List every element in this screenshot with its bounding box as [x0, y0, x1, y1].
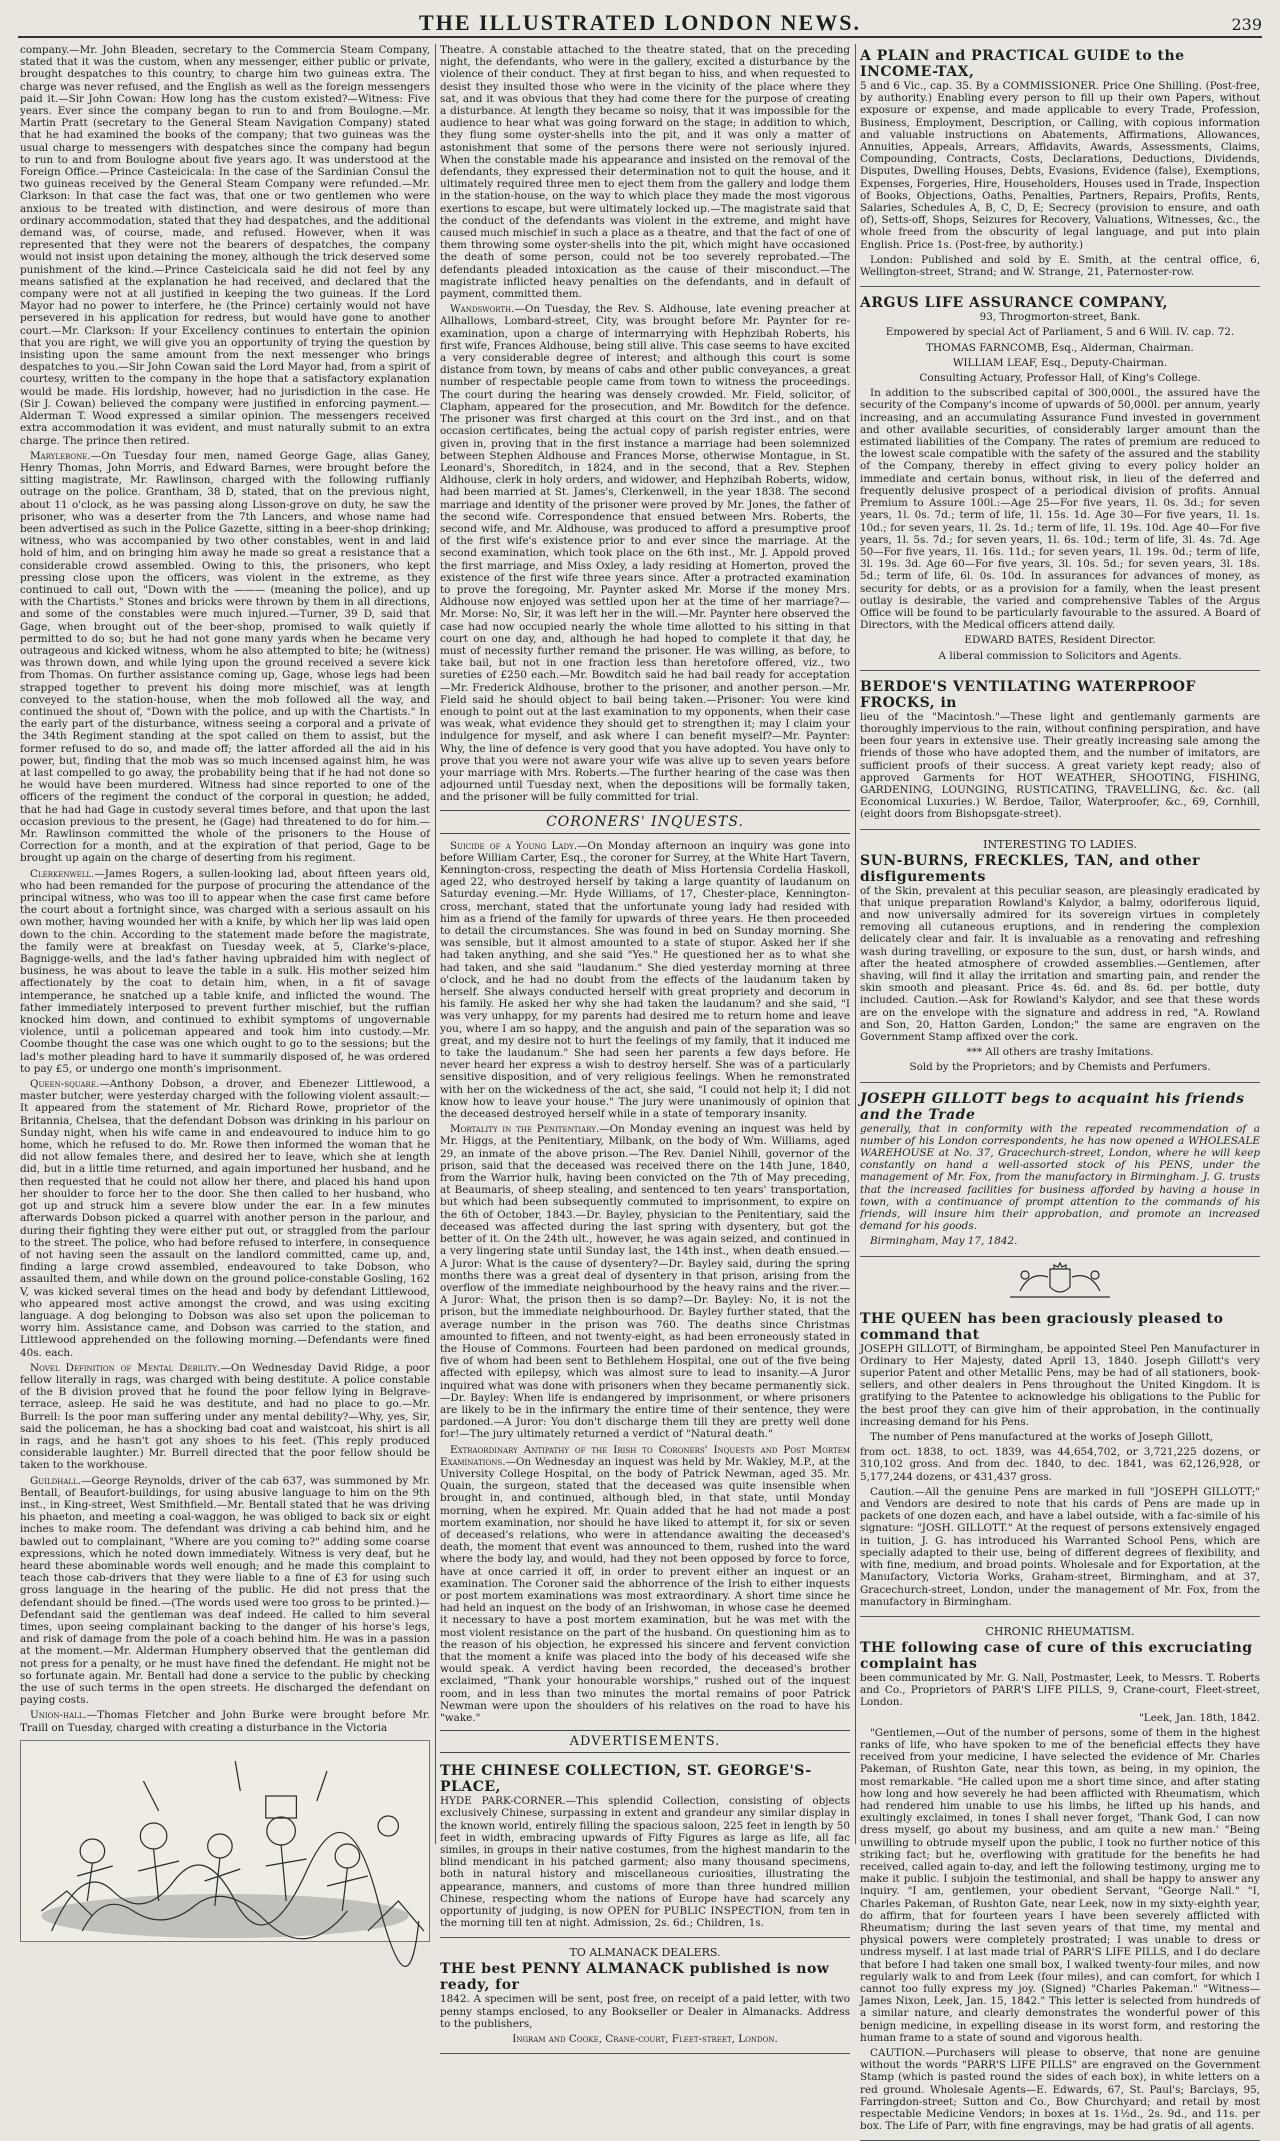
inquest-heading: Suicide of a Young Lady.	[450, 839, 578, 852]
advert-title: A PLAIN and PRACTICAL GUIDE to the INCOME-TAX,	[860, 48, 1185, 80]
column-rule-1	[435, 44, 436, 1844]
advert-title: THE CHINESE COLLECTION, ST. GEORGE'S-PLACE,	[440, 1763, 812, 1796]
inquest-suicide-young-lady	[440, 840, 850, 1121]
advert-signature: Ingram and Cooke, Crane-court, Fleet-street, London.	[512, 2033, 778, 2046]
column-middle	[440, 44, 850, 2046]
report-body: —George Reynolds, driver of the cab 637, was summoned by Mr. Bentall, of Beaufort-buildings, for using abusive language to him on the 9th inst., in King-street, West Smithfield.—Mr. Bentall stated that he was driving his phaeton, and meeting a coal-waggon, he was obliged to back six or eight inches to make room. The defendant was driving a cab behind him, and he bawled out to complainant, "Where are you coming to?" adding some coarse expressions, which he noted down immediately. Witness is very deaf, but he heard these abominable words well enough; and he made this complaint to teach those cab-drivers that they were liable to a fine of £3 for using such gross language in the hearing of the public. He did not press that the defendant should be fined.—(The words used were too gross to be printed.)—Defendant said the gentleman was deaf indeed. He called to him several times, upon seeing complainant backing to the danger of his horse's legs, and risk of damage from the pole of a coach behind him. He was in a passion at the moment.—Mr. Alderman Humphery observed that the gentleman did not press for a penalty, or he must have fined the defendant. He might not be so fortunate again. Mr. Bentall had done a service to the public by checking the use of such terms in the open streets. He discharged the defendant on paying costs.	[20, 1474, 430, 1707]
advert-text: lieu of the "Macintosh."—These light and gentlemanly garments are thoroughly impervious to the rain, without confining perspiration, and have been four years in extensive use. Their greatly increasing sale among the friends of those who have adopted them, and the number of imitators, are sufficient proofs of their success. A great variety kept ready; also of approved Garments for HOT WEATHER, SHOOTING, FISHING, GARDENING, LOUNGING, RUSTICATING, TRAVELLING, &c. &c. (all Economical Luxuries.) W. Berdoe, Tailor, Waterproofer, &c., 69, Cornhill, (eight doors from Bishopsgate-street).	[860, 710, 1260, 821]
advert-letter: "Gentlemen,—Out of the number of persons, some of them in the highest ranks of life, who have spoken to me of the beneficial effects they have received from your medicine, I have selected the evidence of Mr. Charles Pakeman, of Rushton Gate, near this town, as being, in my opinion, the most remarkable. "He called upon me a short time since, and after stating how long and how severely he had been afflicted with Rheumatism, which had rendered him unable to use his limbs, he lifted up his hands, and exultingly exclaimed, in tones I shall never forget, 'Thank God, I can now dress myself, go about my business, and am quite a new man.' "Being unwilling to obtrude myself upon the public, I took no further notice of this striking fact; but he, overflowing with gratitude for the benefits he had received, called again to-day, and left the following testimony, urging me to make it public. I subjoin the testimonial, and shall be happy to answer any inquiry. "I am, gentlemen, your obedient Servant, "George Nall." "I, Charles Pakeman, of Rushton Gate, near Leek, now in my sixty-eighth year, do affirm, that for fourteen years I have been severely afflicted with Rheumatism; during the last seven years of that time, my mental and physical powers were completely prostrated; I was unable to dress or undress myself. I at last made trial of PARR'S LIFE PILLS, and I do declare that before I had taken one small box, I walked twenty-four miles, and now regularly walk to and from Leek (four miles), and can comfort, for which I cannot too fully express my joy. (Signed) "Charles Pakeman." "Witness—James Nixon, Leek, Jan. 15, 1842." This letter is selected from hundreds of a similar nature, and clearly demonstrates the wonderful power of this benign medicine, in expelling disease in its worst form, and restoring the human frame to a state of sound and vigorous health.	[860, 1726, 1260, 2044]
advert-title: JOSEPH GILLOTT begs to acquaint his friends and the Trade	[860, 1090, 1245, 1123]
inquest-body: —On Monday afternoon an inquiry was gone into before William Carter, Esq., the coroner for Surrey, at the White Hart Tavern, Kennington-cross, respecting the death of Miss Hortensia Cordelia Haskoll, aged 22, who destroyed herself by taking a large quantity of laudanum on Saturday evening.—Mr. Hyde Williams, of 17, Chester-place, Kennington-cross, merchant, stated that the unfortunate young lady had resided with him as a friend of the family for upwards of three years. He then proceeded to detail the circumstances. She was found in bed on Sunday morning. She was sensible, but it almost amounted to a state of stupor. Asked her if she had taken anything, and she said "Yes." He questioned her as to what she had taken, and she said "laudanum." She died yesterday morning at three o'clock, and he had no doubt from the effects of the laudanum taken by herself. She always conducted herself with great propriety and decorum in his family. He asked her why she had taken the laudanum? and she said, "I was very unhappy, for my parents had desired me to return home and leave you, where I am so happy, and the anguish and pain of the separation was so great, and my desire not to hurt the feelings of my family, that it induced me to take the laudanum." She had seen her parents a few days before. He never heard her express a wish to destroy herself. She was of a particularly sensitive disposition, and of very religious feelings. When he remonstrated with her on the wickedness of the act, she said, "I could not help it; I did not know how to leave your house." The jury were unanimously of opinion that the deceased destroyed herself while in a state of temporary insanity.	[440, 839, 850, 1121]
advert-heading: TO ALMANACK DEALERS.	[569, 1946, 721, 1960]
advert-text: 5 and 6 Vic., cap. 35. By a COMMISSIONER. Price One Shilling. (Post-free, by authority.) Enabling every person to fill up their own Papers, without exposure or expense, and made applicable to every Trade, Profession, Business, Employment, Description, or Calling, with copious information and valuable instructions on Abatements, Affirmations, Allowances, Annuities, Appeals, Arrears, Affidavits, Awards, Assessments, Claims, Compounding, Contracts, Costs, Declarations, Deductions, Dividends, Disputes, Dwelling Houses, Debts, Evasions, Evidence (false), Exemptions, Expenses, Forgeries, Hire, Householders, Houses used in Trade, Inspection of Books, Objections, Oaths, Penalties, Partners, Repairs, Profits, Rents, Salaries, Schedules A, B, C, D, E; Secrecy (provision to ensure, and oath of), Setts-off, Shops, Seizures for Recovery, Valuations, Witnesses, &c., the whole freed from the obscurity of legal language, and put into plain English. Price 1s. (Post-free, by authority.)	[860, 80, 1260, 251]
report-heading: Queen-square.	[30, 1078, 100, 1091]
advert-title: ARGUS LIFE ASSURANCE COMPANY,	[860, 295, 1169, 312]
inquest-heading: Extraordinary Antipathy of the Irish to Coroners' Inquests and Post Mortem Examinations.	[440, 1443, 850, 1468]
article-paragraph: Theatre. A constable attached to the theatre stated, that on the preceding night, the defendants, who were in the gallery, excited a disturbance by the violence of their conduct. They at first began to hiss, and when requested to desist they insulted those who were in the vicinity of the place where they sat, and it was obvious that they had come there for the purpose of creating a disturbance. At length they became so noisy, that it was impossible for the audience to hear what was going forward on the stage; in addition to which, they flung some oyster-shells into the pit, and it was only a matter of astonishment that some of the persons there were not seriously injured. When the constable made his appearance and insisted on the removal of the defendants, they expressed their determination not to quit the house, and it ultimately required three men to eject them from the gallery and lodge them in the station-house, on the way to which place they made the most vigorous exertions to escape, but were ultimately locked up.—The magistrate said that the conduct of the defendants was violent in the extreme, and might have caused much mischief in such a place as a theatre, and that the fact of one of them throwing some oyster-shells into the pit, which might have occasioned the death of some person, could not be too severely reprobated.—The defendants pleaded intoxication as the cause of their misconduct.—The magistrate inflicted heavy penalties on the defendants, and in default of payment, committed them.	[440, 44, 850, 301]
police-report-marylebone	[20, 450, 430, 865]
advert-text: been communicated by Mr. G. Nall, Postmaster, Leek, to Messrs. T. Roberts and Co., Proprietors of PARR'S LIFE PILLS, 9, Crane-court, Fleet-street, London.	[860, 1671, 1260, 1709]
advert-berdoe-frocks	[860, 675, 1260, 830]
advert-chinese-collection	[440, 1759, 850, 1938]
police-report-queen-square	[20, 1078, 430, 1359]
column-right	[860, 44, 1260, 2133]
inquest-irish-antipathy	[440, 1444, 850, 1725]
section-heading-advertisements: ADVERTISEMENTS.	[440, 1730, 850, 1753]
inquest-body: —On Wednesday an inquest was held by Mr. Wakley, M.P., at the University College Hospital, on the body of Patrick Newman, aged 35. Mr. Quain, the surgeon, stated that the deceased was quite insensible when brought in, and continued, although bled, in that state, until Monday morning, when he expired. Mr. Quain added that he had not made a post mortem examination, nor should he have liked to attempt it, for six or seven of deceased's relations, who were in attendance awaiting the deceased's death, the moment that event was announced to them, rushed into the ward where the body lay, and would, had they not been opposed by force to force, have at once carried it off, in order to prevent either an inquest or an examination. The Coroner said the abhorrence of the Irish to either inquests or post mortem examinations was most extraordinary. A short time since he had held an inquest on the body of an Irishwoman, in whose case he deemed it necessary to have a post mortem examination, but he was met with the most violent resistance on the part of the husband. On questioning him as to the reason of his objection, he expressed his sincere and fervent conviction that the moment a knife was placed into the body of his deceased wife she would speak. A verdict having been recorded, the deceased's brother exclaimed, "Thank your honourable worships," rushed out of the inquest room, and in less than two minutes the mortal remains of poor Patrick Newman were upon the shoulders of his relatives on the road to have his "wake."	[440, 1455, 850, 1725]
advert-letter-date: "Leek, Jan. 18th, 1842.	[1139, 1711, 1260, 1724]
advert-gillott-warehouse	[860, 1087, 1260, 1257]
column-rule-2	[855, 44, 856, 1844]
report-body: —On Tuesday four men, named George Gage, alias Ganey, Henry Thomas, John Morris, and Edward Barnes, were brought before the sitting magistrate, Mr. Rawlinson, charged with the following ruffianly outrage on the police. Grantham, 38 D, stated, that on the previous night, about 11 o'clock, as he was passing along Lisson-grove on duty, he saw the prisoner, who was a deserter from the 7th Lancers, and whose name had been advertised as such in the Police Gazette, sitting in a beer-shop drinking; witness, who was accompanied by two other constables, went in and laid hold of him, and on bringing him away he made so great a resistance that a considerable crowd assembled. Owing to this, the prisoners, who kept pressing close upon the officers, was violent in the extreme, as they continued to call out, "Down with the ——— (meaning the police), and up with the Chartists." Stones and bricks were thrown by them in all directions, and some of the constables were much injured.—Turner, 39 D, said that Gage, when brought out of the beer-shop, promised to walk quietly if permitted to do so; but he had not gone many yards when he became very outrageous and kicked witness, whom he also attempted to bite; he (witness) was thrown down, and while lying upon the ground received a severe kick from Thomas. On further assistance coming up, Gage, whose legs had been strapped together to prevent his doing more mischief, was at length conveyed to the station-house, when the mob followed all the way, and continued the shout of, "Down with the police, and up with the Chartists." In the early part of the disturbance, witness seeing a corporal and a private of the 34th Regiment standing at the spot called on them to assist, but the former refused to do so, and made off; the latter afforded all the aid in his power, but, finding that the mob was so much incensed against him, he was at last compelled to go away, the probability being that if he had not done so he would have been murdered. Witness had since reported to one of the officers of the regiment the conduct of the corporal in question; he added, that he had had Gage in custody several times before, and that upon the last occasion previous to the present, he (Gage) had threatened to do for him.—Mr. Rawlinson committed the whole of the prisoners to the House of Correction for a month, and at the expiration of that period, Gage to be brought up again on the charge of deserting from his regiment.	[20, 449, 430, 865]
advert-argus-life	[860, 291, 1260, 670]
report-heading: Guildhall.	[30, 1474, 81, 1487]
police-report-guildhall	[20, 1475, 430, 1707]
advert-date: Birmingham, May 17, 1842.	[870, 1235, 1018, 1248]
advert-note: *** All others are trashy Imitations.	[966, 1046, 1154, 1059]
report-body: —Anthony Dobson, a drover, and Ebenezer Littlewood, a master butcher, were yesterday charged with the following violent assault:—It appeared from the statement of Mr. Richard Rowe, proprietor of the Britannia, Chelsea, that the defendant Dobson was drinking in his parlour on Sunday night, when his wife came in and endeavoured to induce him to go home, which he refused to do. Mr. Rowe then informed the woman that he did not allow females there, and desired her to leave, which she at length did, but in a little time returned, and again importuned her husband, and he then requested that he could not allow her there, and placed his hand upon her shoulder to force her to the door. She then called to her husband, who got up and struck him a severe blow under the ear. In a few minutes afterwards Dobson picked a quarrel with another person in the parlour, and during their fighting they were either put out, or straggled from the parlour to the street. The police, who had before refused to interfere, in consequence of not having seen the assault on the landlord committed, came up, and, finding a large crowd assembled, endeavoured to take Dobson, who assaulted them, and while down on the ground police-constable Gosling, 162 V, was kicked several times on the head and body by defendant Littlewood, who appeared most active amongst the crowd, and was using exciting language. A dog belonging to Dobson was also set upon the policeman to worry him. Assistance came, and Dobson was carried to the station, and Littlewood apprehended on the following morning.—Defendants were fined 40s. each.	[20, 1078, 430, 1359]
advert-title: THE QUEEN has been graciously pleased to command that	[860, 1310, 1224, 1343]
article-paragraph: company.—Mr. John Bleaden, secretary to the Commercia Steam Company, stated that it was the custom, when any messenger, either public or private, brought despatches to this country, to charge him two guineas extra. The charge was never refused, and the English as well as the foreign messengers paid it.—Sir John Cowan: How long has the custom existed?—Witness: Five years. Ever since the company began to run to and from Boulogne.—Mr. Martin Pratt (secretary to the General Steam Navigation Company) stated that he had examined the books of the company; that two guineas was the usual charge to messengers with despatches since the company had begun to run to and from Boulogne about five years ago. It was understood at the Foreign Office.—Prince Casteicicala: In the case of the Sardinian Consul the two guineas received by the General Steam Company were refunded.—Mr. Clarkson: In that case the fact was, that one or two gentlemen who were anxious to be treated with distinction, and were desirous of more than ordinary accommodation, stated that they had despatches, and the additional demand was, of course, made, and refused. However, when it was represented that they were not the bearers of despatches, the company would not insist upon detaining the money, although the trick deserved some punishment of the kind.—Prince Casteicicala said he did not feel by any means satisfied at the explanation he had received, and declared that the company were not at all justified in keeping the two guineas. If the Lord Mayor had no power to interfere, he (the Prince) certainly would not have persevered in his application for redress, but would have gone to another court.—Mr. Clarkson: If your Excellency continues to entertain the opinion that you are right, we will give you an opportunity of trying the question by insisting upon the same amount from the next messenger who brings despatches to you.—Sir John Cowan said the Lord Mayor had, from a spirit of courtesy, written to the company in the hope that a satisfactory explanation would be made. His lordship, however, had no jurisdiction in the case. He (Sir J. Cowan) believed the company were justified in enforcing payment.—Alderman T. Wood expressed a similar opinion. The messengers received extra accommodation it was evident, and must naturally submit to an extra charge. The prince then retired.	[20, 44, 430, 447]
advert-text: 1842. A specimen will be sent, post free, on receipt of a paid letter, with two penny stamps enclosed, to any Bookseller or Dealer in Almanacks. Address to the publishers,	[440, 1993, 850, 2030]
advert-actuary: Consulting Actuary, Professor Hall, of King's College.	[919, 372, 1201, 385]
advert-text: —This splendid Collection, consisting of objects exclusively Chinese, surpassing in extent and grandeur any similar display in the known world, entirely filling the spacious saloon, 225 feet in length by 50 feet in width, embracing upwards of Fifty Figures as large as life, all fac similes, in groups in their native costumes, from the highest mandarin to the blind mendicant in his patched garment; also many thousand specimens, both in natural history and miscellaneous curiosities, illustrating the appearance, manners, and customs of more than three hundred million Chinese, respecting whom the nations of Europe have had scarcely any opportunity of judging, is now OPEN for PUBLIC INSPECTION, from ten in the morning till ten at night. Admission, 2s. 6d.; Children, 1s.	[440, 1795, 850, 1930]
advert-signature: EDWARD BATES, Resident Director.	[964, 634, 1156, 647]
coat-of-arms-emblem	[980, 1261, 1140, 1303]
newspaper-title: THE ILLUSTRATED LONDON NEWS.	[419, 10, 861, 35]
advert-caution: Caution.—All the genuine Pens are marked in full "JOSEPH GILLOTT;" and Vendors are desired to note that his cards of Pens are made up in packets of one dozen each, and have a label outside, with a fac-simile of his signature: "JOSH. GILLOTT." At the request of persons extensively engaged in tuition, J. G. has introduced his Warranted School Pens, which are specially adapted to their use, being of different degrees of flexibility, and with fine, medium, and broad points. Wholesale and for Exportation, at the Manufactory, Victoria Works, Graham-street, Birmingham, and at 37, Gracechurch-street, London, under the management of Mr. Fox, from the manufactory in Birmingham.	[860, 1485, 1260, 1608]
police-report-clerkenwell	[20, 868, 430, 1075]
advert-text: In addition to the subscribed capital of 300,000l., the assured have the security of the Company's income of upwards of 50,000l. per annum, yearly increasing, and an accumulating Assurance Fund invested in government and other available securities, of considerably larger amount than the estimated liabilities of the Company. The rates of premium are reduced to the lowest scale compatible with the safety of the assured and the stability of the Company, thereby in effect giving to every policy holder an immediate and certain bonus, without risk, in lieu of the deferred and frequently delusive prospect of a periodical division of profits. Annual Premium to Assure 100l.:—Age 25—For five years, 1l. 0s. 3d.; for seven years, 1l. 0s. 7d.; term of life, 1l. 15s. 1d. Age 30—For five years, 1l. 1s. 10d.; for seven years, 1l. 2s. 1d.; term of life, 1l. 19s. 10d. Age 40—For five years, 1l. 5s. 7d.; for seven years, 1l. 6s. 10d.; term of life, 3l. 4s. 7d. Age 50—For five years, 1l. 16s. 11d.; for seven years, 1l. 19s. 0d.; term of life, 3l. 19s. 3d. Age 60—For five years, 3l. 10s. 5d.; for seven years, 3l. 18s. 5d.; term of life, 6l. 0s. 10d. In assurances for advances of money, as security for debts, or as a provision for a family, when the least present outlay is desirable, the varied and comprehensive Tables of the Argus Office will be found to be particularly favourable to the assured. A Board of Directors, with the Medical officers attend daily.	[860, 387, 1260, 632]
report-heading: Novel Definition of Mental Debility.	[30, 1361, 221, 1374]
advert-text: JOSEPH GILLOTT, of Birmingham, be appointed Steel Pen Manufacturer in Ordinary to Her Majesty, dated April 13, 1840. Joseph Gillott's very superior Patent and other Metallic Pens, may be had of all stationers, book-sellers, and other dealers in Pens throughout the United Kingdom. It is gratifying to the Patentee to acknowledge his obligations to the Public for the best proof they can give him of their approbation, in the continually increasing demand for his Pens.	[860, 1342, 1260, 1428]
advert-text: generally, that in conformity with the repeated recommendation of a number of his London correspondents, he has now opened a WHOLESALE WAREHOUSE at No. 37, Gracechurch-street, London, where he will keep constantly on hand a well-assorted stock of his PENS, under the management of Mr. Fox, from the manufactory in Birmingham. J. G. trusts that the increased facilities for business afforded by having a house in town, with a continuance of prompt attention to the commands of his friends, will insure him their approbation, and promote an increased demand for his goods.	[860, 1122, 1260, 1233]
theatre-disturbance-engraving	[20, 1740, 430, 1942]
advert-rowland-kalydor	[860, 834, 1260, 1083]
advert-subtitle: HYDE PARK-CORNER.	[440, 1795, 566, 1808]
police-report-wandsworth	[440, 303, 850, 803]
masthead	[18, 8, 1262, 38]
report-body: —James Rogers, a sullen-looking lad, about fifteen years old, who had been remanded for the purpose of procuring the attendance of the principal witness, who was too ill to appear when the case first came before the court about a fortnight since, was charged with a serious assault on his own mother, having wounded her with a knife, by which her lip was laid open down to the chin. According to the statement made before the magistrate, the family were at breakfast on Tuesday week, at 5, Clarke's-place, Bagnigge-wells, and the lad's father having upbraided him with neglect of business, he was about to leave the table in a sulk. His mother seized him affectionately by the coat to detain him, when, in a fit of savage intemperance, he snatched up a table knife, and inflicted the wound. The father immediately interposed to prevent further mischief, but the ruffian knocked him down, and continued to exhibit symptoms of ungovernable violence, until a policeman appeared and took him into custody.—Mr. Coombe thought the case was one which ought to go to the sessions; but the lad's mother pleading hard to have it summarily disposed of, he was ordered to pay £5, or undergo one month's imprisonment.	[20, 867, 430, 1075]
inquest-body: —On Monday evening an inquest was held by Mr. Higgs, at the Penitentiary, Milbank, on the body of Wm. Williams, aged 29, an inmate of the above prison.—The Rev. Daniel Nihill, governor of the prison, said that the deceased was received there on the 14th June, 1840, from the Warrior hulk, having been convicted on the 7th of May preceding, at Beaumaris, of sheep stealing, and sentenced to ten years' transportation, but which had been subsequently commuted to imprisonment, to expire on the 6th of October, 1843.—Dr. Bayley, physician to the Penitentiary, said the deceased was affected during the last spring with dysentery, but got the better of it. On the 24th ult., however, he was again seized, and continued in a very lingering state until Sunday last, the 14th inst., when death ensued.—A Juror: What is the cause of dysentery?—Dr. Bayley said, during the spring months there was a great deal of dysentery in that prison, arising from the overflow of the immediate neighbourhood by the heavy rains and the river.—A Juror: What, the prison then is so damp?—Dr. Bayley: No, it is not the prison, but the immediate neighbourhood. Dr. Bayley further stated, that the average number in the prison was 760. The deaths since Christmas amounted to fifteen, and not twenty-eight, as had been erroneously stated in the House of Commons. Fourteen had been pardoned on medical grounds, five of whom had been sent to Bethlehem Hospital, one out of the five being affected with epilepsy, which was almost sure to lead to insanity.—A Juror inquired what was done with prisoners when they became permanently sick.—Dr. Bayley: When life is endangered by imprisonment, or where prisoners are likely to be in the infirmary the entire time of their sentence, they were pardoned.—A Juror: You don't discharge them till they are pretty well done for!—The jury ultimately returned a verdict of "Natural death."	[440, 1123, 850, 1441]
advert-publisher: London: Published and sold by E. Smith, at the central office, 6, Wellington-street, Strand; and W. Strange, 21, Paternoster-row.	[860, 253, 1260, 279]
report-heading: Marylebone.	[30, 449, 91, 462]
page-number: 239	[1231, 15, 1262, 34]
column-left	[20, 44, 430, 1844]
advert-heading: CHRONIC RHEUMATISM.	[985, 1624, 1135, 1638]
advert-sold-by: Sold by the Proprietors; and by Chemists and Perfumers.	[909, 1061, 1211, 1074]
inquest-heading: Mortality in the Penitentiary.	[450, 1123, 600, 1136]
advert-address: 93, Throgmorton-street, Bank.	[979, 311, 1141, 324]
report-body: —On Wednesday David Ridge, a poor fellow literally in rags, was charged with being destitute. A police constable of the B division proved that he found the poor fellow lying in Belgrave-terrace, asleep. He said he was destitute, and had no place to go.—Mr. Burrell: Is the poor man suffering under any mental debility?—Why, yes, Sir, said the policeman, he has a shocking bad coat and waistcoat, his shirt is all in rags, and he hasn't got any shoes to his feet. (This reply produced considerable laughter.) Mr. Burrell directed that the poor fellow should be taken to the workhouse.	[20, 1361, 430, 1472]
section-heading-coroners-inquests: CORONERS' INQUESTS.	[440, 810, 850, 834]
advert-income-tax-guide	[860, 44, 1260, 287]
advert-chairman: THOMAS FARNCOMB, Esq., Alderman, Chairman.	[926, 341, 1194, 354]
advert-title: THE following case of cure of this excruciating complaint has	[860, 1639, 1253, 1672]
advert-empowered: Empowered by special Act of Parliament, 5 and 6 Will. IV. cap. 72.	[885, 326, 1235, 339]
report-heading: Union-hall.	[30, 1709, 87, 1722]
advert-almanack	[440, 1942, 850, 2054]
advert-heading: INTERESTING TO LADIES.	[983, 837, 1137, 851]
advert-body	[440, 1795, 850, 1929]
report-body: —Thomas Fletcher and John Burke were brought before Mr. Traill on Tuesday, charged with creating a disturbance in the Victoria	[20, 1709, 430, 1734]
advert-parrs-life-pills	[860, 1621, 1260, 2141]
advert-title: BERDOE'S VENTILATING WATERPROOF FROCKS, in	[860, 678, 1196, 711]
inquest-penitentiary	[440, 1123, 850, 1440]
royal-coat-of-arms	[860, 1261, 1260, 1303]
report-heading: Clerkenwell.	[30, 867, 95, 880]
advert-text: of the Skin, prevalent at this peculiar season, are pleasingly eradicated by that unique preparation Rowland's Kalydor, a balmy, odoriferous liquid, and now universally admired for its sovereign virtues in completely removing all cutaneous eruptions, and in rendering the complexion delicately clear and fair. It is invaluable as a renovating and refreshing wash during travelling, or exposure to the sun, dust, or harsh winds, and after the heated atmosphere of crowded assemblies.—Gentlemen, after shaving, will find it allay the irritation and smarting pain, and render the skin smooth and pleasant. Price 4s. 6d. and 8s. 6d. per bottle, duty included. Caution.—Ask for Rowland's Kalydor, and see that these words are on the envelope with the signature and address in red, "A. Rowland and Son, 20, Hatton Garden, London;" the same are engraven on the Government Stamp affixed over the cork.	[860, 884, 1260, 1043]
advert-deputy: WILLIAM LEAF, Esq., Deputy-Chairman.	[952, 356, 1168, 369]
police-report-mental-debility	[20, 1362, 430, 1472]
advert-title: THE best PENNY ALMANACK published is now ready, for	[440, 1961, 830, 1994]
advert-caution: CAUTION.—Purchasers will please to observe, that none are genuine without the words "PARR'S LIFE PILLS" are engraved on the Government Stamp (which is pasted round the sides of each box), in white letters on a red ground. Wholesale Agents—E. Edwards, 67, St. Paul's; Barclays, 95, Farringdon-street; Sutton and Co., Bow Churchyard; and retail by most respectable Medicine Vendors; in boxes at 1s. 1½d., 2s. 9d., and 11s. per box. The Life of Parr, with fine engravings, may be had gratis of all agents.	[860, 2047, 1260, 2133]
advert-gillott-queen	[860, 1307, 1260, 1617]
engraving-illustration	[21, 1741, 429, 1941]
report-body: —On Tuesday, the Rev. S. Aldhouse, late evening preacher at Allhallows, Lombard-street, City, was brought before Mr. Paynter for re-examination, upon a charge of intermarrying with Hephzibah Roberts, his first wife, Frances Aldhouse, being still alive. This case seems to have excited a very considerable degree of interest; and although this court is some distance from town, by means of cabs and other public conveyances, a great number of respectable people came from town to witness the proceedings. The court during the hearing was densely crowded. Mr. Field, solicitor, of Clapham, appeared for the prosecution, and Mr. Bowditch for the defence. The prisoner was first charged at this court on the 3rd inst., and on that occasion certificates, being the actual copy of parish register entries, were given in, proving that in the first instance a marriage had been solemnized between Stephen Aldhouse and Frances Morse, otherwise Montague, in St. Leonard's, Shoreditch, in 1824, and in the second, that a Rev. Stephen Aldhouse, clerk in holy orders, and widower, and Hephzibah Roberts, widow, had been married at St. James's, Clerkenwell, in the year 1838. The second marriage and identity of the prisoner were proved by Mr. Jones, the father of the second wife. Correspondence that ensued between Mrs. Roberts, the second wife, and Mr. Aldhouse, was produced to afford a presumptive proof of the first wife's existence prior to and ever since the marriage. At the second examination, which took place on the 6th inst., Mr. J. Appold proved the first marriage, and Miss Oxley, a lady residing at Homerton, proved the existence of the first wife three years since. After a protracted examination to prove the foregoing, Mr. Paynter asked Mr. Morse if the money Mrs. Aldhouse now enjoyed was settled upon her at the time of her marriage?—Mr. Morse: No, Sir, it was left her in the will.—Mr. Paynter here observed the case had now occupied nearly the whole time allotted to his sitting in that court on one day, and, although he had hoped to complete it that day, he must of necessity further remand the prisoner. He was willing, as before, to take bail, but not in one fraction less than heretofore offered, viz., two sureties of £250 each.—Mr. Bowditch said he had bail ready for acceptation—Mr. Frederick Aldhouse, brother to the prisoner, and another person.—Mr. Field said he should object to bail being taken.—Prisoner: You were kind enough to point out at the last examination to my opponents, when their case was weak, what evidence they should get to strengthen it; may I claim your indulgence for myself, and ask where I can benefit myself?—Mr. Paynter: Why, the line of defence is very good that you have adopted. You have only to prove that you were not aware your wife was alive up to seven years before your marriage with Mrs. Roberts.—The further hearing of the case was then adjourned until Tuesday next, when the depositions will be formally taken, and the prisoner will be fully committed for trial.	[440, 303, 850, 804]
advert-stats: from oct. 1838, to oct. 1839, was 44,654,702, or 3,721,225 dozens, or 310,102 gross. And from dec. 1840, to dec. 1841, was 62,126,928, or 5,177,244 dozens, or 431,437 gross.	[860, 1446, 1260, 1483]
advert-title: SUN-BURNS, FRECKLES, TAN, and other disfigurements	[860, 852, 1201, 885]
advert-commission: A liberal commission to Solicitors and Agents.	[938, 649, 1182, 662]
report-heading: Wandsworth.	[450, 303, 515, 316]
police-report-union-hall	[20, 1709, 430, 1733]
advert-stats-intro: The number of Pens manufactured at the works of Joseph Gillott,	[870, 1431, 1214, 1444]
